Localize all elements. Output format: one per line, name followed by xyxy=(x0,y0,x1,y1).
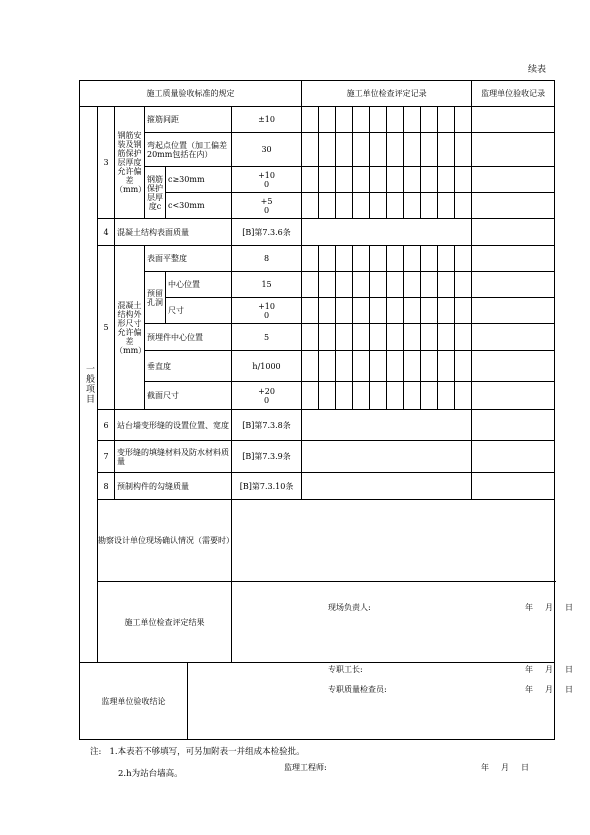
survey-confirm-area[interactable] xyxy=(232,500,573,612)
record-cell[interactable] xyxy=(353,246,370,272)
date-year: 年 xyxy=(525,665,533,674)
record-cell[interactable] xyxy=(336,298,353,324)
record-cell[interactable] xyxy=(336,246,353,272)
record-cell[interactable] xyxy=(319,107,336,133)
item4-value: [B]第7.3.6条 xyxy=(232,219,302,246)
record-cell[interactable] xyxy=(302,246,319,272)
record-cell[interactable] xyxy=(319,246,336,272)
record-cell[interactable] xyxy=(438,272,455,298)
record-cell[interactable] xyxy=(387,246,404,272)
date-day: 日 xyxy=(565,685,573,694)
record-cell[interactable] xyxy=(353,298,370,324)
notes xyxy=(90,741,305,785)
supervision-cell[interactable] xyxy=(472,473,555,500)
record-cell[interactable] xyxy=(370,351,387,382)
record-cell[interactable] xyxy=(319,298,336,324)
record-cell[interactable] xyxy=(455,167,472,193)
supervision-cell[interactable] xyxy=(472,167,555,193)
record-cell[interactable] xyxy=(455,382,472,410)
record-cell[interactable] xyxy=(353,272,370,298)
record-cell[interactable] xyxy=(455,133,472,167)
date-year: 年 xyxy=(481,763,489,772)
item8-label: 预制构件的勾缝质量 xyxy=(115,473,232,500)
record-cell[interactable] xyxy=(336,133,353,167)
record-cell[interactable] xyxy=(302,324,319,351)
supervision-cell[interactable] xyxy=(472,246,555,272)
record-cell[interactable] xyxy=(421,246,438,272)
record-cell[interactable] xyxy=(370,193,387,219)
item5-row4-value: 5 xyxy=(232,324,302,351)
item3-row4-value: +5 0 xyxy=(232,193,302,219)
supervision-cell[interactable] xyxy=(472,382,555,410)
item5-hole-group: 预留孔洞 xyxy=(145,272,166,324)
record-cell[interactable] xyxy=(353,351,370,382)
record-cell[interactable] xyxy=(336,272,353,298)
record-cell[interactable] xyxy=(336,351,353,382)
record-cell[interactable] xyxy=(370,298,387,324)
record-cell[interactable] xyxy=(353,167,370,193)
supervision-conclusion-title: 监理单位验收结论 xyxy=(80,663,188,740)
record-cell[interactable] xyxy=(302,133,319,167)
supervision-cell[interactable] xyxy=(472,410,555,441)
record-cell[interactable] xyxy=(438,382,455,410)
record-cell[interactable] xyxy=(421,272,438,298)
record-cell[interactable] xyxy=(319,193,336,219)
date-day: 日 xyxy=(521,763,529,772)
date-year: 年 xyxy=(525,685,533,694)
date-month: 月 xyxy=(545,685,553,694)
record-cell[interactable] xyxy=(319,382,336,410)
record-cell[interactable] xyxy=(353,324,370,351)
item5-row6-value: +20 0 xyxy=(232,382,302,410)
supervision-cell[interactable] xyxy=(472,219,555,246)
record-cell[interactable] xyxy=(302,382,319,410)
item3-row3-value: +10 0 xyxy=(232,167,302,193)
record-cell[interactable] xyxy=(387,272,404,298)
supervision-cell[interactable] xyxy=(472,193,555,219)
item7-label: 变形缝的填缝材料及防水材料质量 xyxy=(115,441,232,473)
record-cell[interactable] xyxy=(387,167,404,193)
record-cell[interactable] xyxy=(302,298,319,324)
record-cell[interactable] xyxy=(353,193,370,219)
record-cell[interactable] xyxy=(336,324,353,351)
record-cell[interactable] xyxy=(421,167,438,193)
item4-label: 混凝土结构表面质量 xyxy=(115,219,232,246)
record-cell[interactable] xyxy=(404,298,421,324)
record-cell[interactable] xyxy=(404,167,421,193)
record-cell[interactable] xyxy=(336,167,353,193)
date-month: 月 xyxy=(545,602,553,612)
header-supervision: 监理单位验收记录 xyxy=(472,81,555,107)
date-month: 月 xyxy=(545,665,553,674)
record-cell[interactable] xyxy=(455,246,472,272)
record-cell[interactable] xyxy=(404,133,421,167)
foreman-label: 专职工长: xyxy=(328,665,363,674)
record-cell[interactable] xyxy=(319,324,336,351)
item5-row6-label: 截面尺寸 xyxy=(145,382,232,410)
item3-row2-label: 弯起点位置（加工偏差20mm包括在内） xyxy=(145,133,232,167)
header-construction: 施工单位检查评定记录 xyxy=(302,81,472,107)
note-1: 注: 1.本表若不够填写，可另加附表一并组成本检验批。 xyxy=(90,747,305,757)
item8-value: [B]第7.3.10条 xyxy=(232,473,302,500)
record-cell[interactable] xyxy=(404,246,421,272)
record-cell[interactable] xyxy=(370,272,387,298)
supervision-cell[interactable] xyxy=(472,272,555,298)
record-cell[interactable] xyxy=(370,167,387,193)
general-items-label: 一般项目 xyxy=(80,107,98,663)
record-cell[interactable] xyxy=(302,272,319,298)
construction-result-title: 施工单位检查评定结果 xyxy=(98,582,232,663)
supervision-cell[interactable] xyxy=(472,441,555,473)
record-cell[interactable] xyxy=(302,219,472,246)
record-cell[interactable] xyxy=(319,272,336,298)
item6-value: [B]第7.3.8条 xyxy=(232,410,302,441)
record-cell[interactable] xyxy=(387,193,404,219)
record-cell[interactable] xyxy=(302,193,319,219)
record-cell[interactable] xyxy=(302,351,319,382)
survey-signer-label: 现场负责人: xyxy=(328,602,371,612)
item6-no: 6 xyxy=(98,410,115,441)
item3-cover-group: 钢筋保护层厚度c xyxy=(145,167,166,219)
record-cell[interactable] xyxy=(421,382,438,410)
item5-row5-value: h/1000 xyxy=(232,351,302,382)
record-cell[interactable] xyxy=(421,107,438,133)
item5-row4-label: 预埋件中心位置 xyxy=(145,324,232,351)
record-cell[interactable] xyxy=(336,193,353,219)
record-cell[interactable] xyxy=(404,193,421,219)
record-cell[interactable] xyxy=(455,107,472,133)
item3-row4-label: c<30mm xyxy=(166,193,232,219)
supervision-cell[interactable] xyxy=(472,351,555,382)
construction-result-area[interactable] xyxy=(232,582,573,694)
item5-row1-label: 表面平整度 xyxy=(145,246,232,272)
supervision-cell[interactable] xyxy=(472,298,555,324)
record-cell[interactable] xyxy=(438,298,455,324)
item5-row2-label: 中心位置 xyxy=(166,272,232,298)
header-standard: 施工质量验收标准的规定 xyxy=(80,81,302,107)
date-day: 日 xyxy=(565,602,573,612)
supervising-engineer-label: 监理工程师: xyxy=(284,763,327,772)
record-cell[interactable] xyxy=(404,272,421,298)
record-cell[interactable] xyxy=(404,324,421,351)
record-cell[interactable] xyxy=(336,107,353,133)
item5-row1-value: 8 xyxy=(232,246,302,272)
quality-inspector-label: 专职质量检查员: xyxy=(328,685,387,694)
record-cell[interactable] xyxy=(319,351,336,382)
item3-name: 钢筋安装及钢筋保护层厚度允许偏差（mm） xyxy=(115,107,145,219)
item7-no: 7 xyxy=(98,441,115,473)
record-cell[interactable] xyxy=(421,351,438,382)
item5-row3-label: 尺寸 xyxy=(166,298,232,324)
item5-no: 5 xyxy=(98,246,115,410)
supervision-cell[interactable] xyxy=(472,324,555,351)
record-cell[interactable] xyxy=(302,473,472,500)
record-cell[interactable] xyxy=(387,298,404,324)
record-cell[interactable] xyxy=(387,133,404,167)
record-cell[interactable] xyxy=(387,107,404,133)
record-cell[interactable] xyxy=(353,382,370,410)
item5-row2-value: 15 xyxy=(232,272,302,298)
item3-row3-label: c≥30mm xyxy=(166,167,232,193)
record-cell[interactable] xyxy=(302,107,319,133)
record-cell[interactable] xyxy=(353,107,370,133)
date-year: 年 xyxy=(525,602,533,612)
record-cell[interactable] xyxy=(387,351,404,382)
record-cell[interactable] xyxy=(319,133,336,167)
item5-name: 混凝土结构外形尺寸允许偏差（mm） xyxy=(115,246,145,410)
record-cell[interactable] xyxy=(438,133,455,167)
record-cell[interactable] xyxy=(404,382,421,410)
record-cell[interactable] xyxy=(370,382,387,410)
supervision-cell[interactable] xyxy=(472,107,555,133)
survey-confirm-title: 勘察设计单位现场确认情况（需要时） xyxy=(98,500,232,582)
record-cell[interactable] xyxy=(404,107,421,133)
record-cell[interactable] xyxy=(370,246,387,272)
record-cell[interactable] xyxy=(387,382,404,410)
record-cell[interactable] xyxy=(455,193,472,219)
supervision-cell[interactable] xyxy=(472,133,555,167)
record-cell[interactable] xyxy=(438,324,455,351)
date-day: 日 xyxy=(565,665,573,674)
record-cell[interactable] xyxy=(438,167,455,193)
item3-row2-value: 30 xyxy=(232,133,302,167)
item5-row3-value: +10 0 xyxy=(232,298,302,324)
item6-label: 站台墙变形缝的设置位置、宽度 xyxy=(115,410,232,441)
item8-no: 8 xyxy=(98,473,115,500)
record-cell[interactable] xyxy=(370,324,387,351)
record-cell[interactable] xyxy=(404,351,421,382)
item5-row5-label: 垂直度 xyxy=(145,351,232,382)
item3-no: 3 xyxy=(98,107,115,219)
record-cell[interactable] xyxy=(455,298,472,324)
record-cell[interactable] xyxy=(421,298,438,324)
record-cell[interactable] xyxy=(438,193,455,219)
record-cell[interactable] xyxy=(370,133,387,167)
record-cell[interactable] xyxy=(421,324,438,351)
record-cell[interactable] xyxy=(438,246,455,272)
record-cell[interactable] xyxy=(438,107,455,133)
record-cell[interactable] xyxy=(421,193,438,219)
continued-label: 续表 xyxy=(528,65,547,75)
item3-row1-label: 箍筋间距 xyxy=(145,107,232,133)
note-2: 2.h为站台墙高。 xyxy=(118,769,183,779)
item7-value: [B]第7.3.9条 xyxy=(232,441,302,473)
item4-no: 4 xyxy=(98,219,115,246)
record-cell[interactable] xyxy=(438,351,455,382)
record-cell[interactable] xyxy=(319,167,336,193)
record-cell[interactable] xyxy=(421,133,438,167)
record-cell[interactable] xyxy=(370,107,387,133)
record-cell[interactable] xyxy=(387,324,404,351)
record-cell[interactable] xyxy=(302,441,472,473)
record-cell[interactable] xyxy=(455,324,472,351)
record-cell[interactable] xyxy=(455,351,472,382)
record-cell[interactable] xyxy=(302,410,472,441)
record-cell[interactable] xyxy=(302,167,319,193)
record-cell[interactable] xyxy=(353,133,370,167)
record-cell[interactable] xyxy=(336,382,353,410)
record-cell[interactable] xyxy=(455,272,472,298)
date-month: 月 xyxy=(501,763,509,772)
item3-row1-value: ±10 xyxy=(232,107,302,133)
